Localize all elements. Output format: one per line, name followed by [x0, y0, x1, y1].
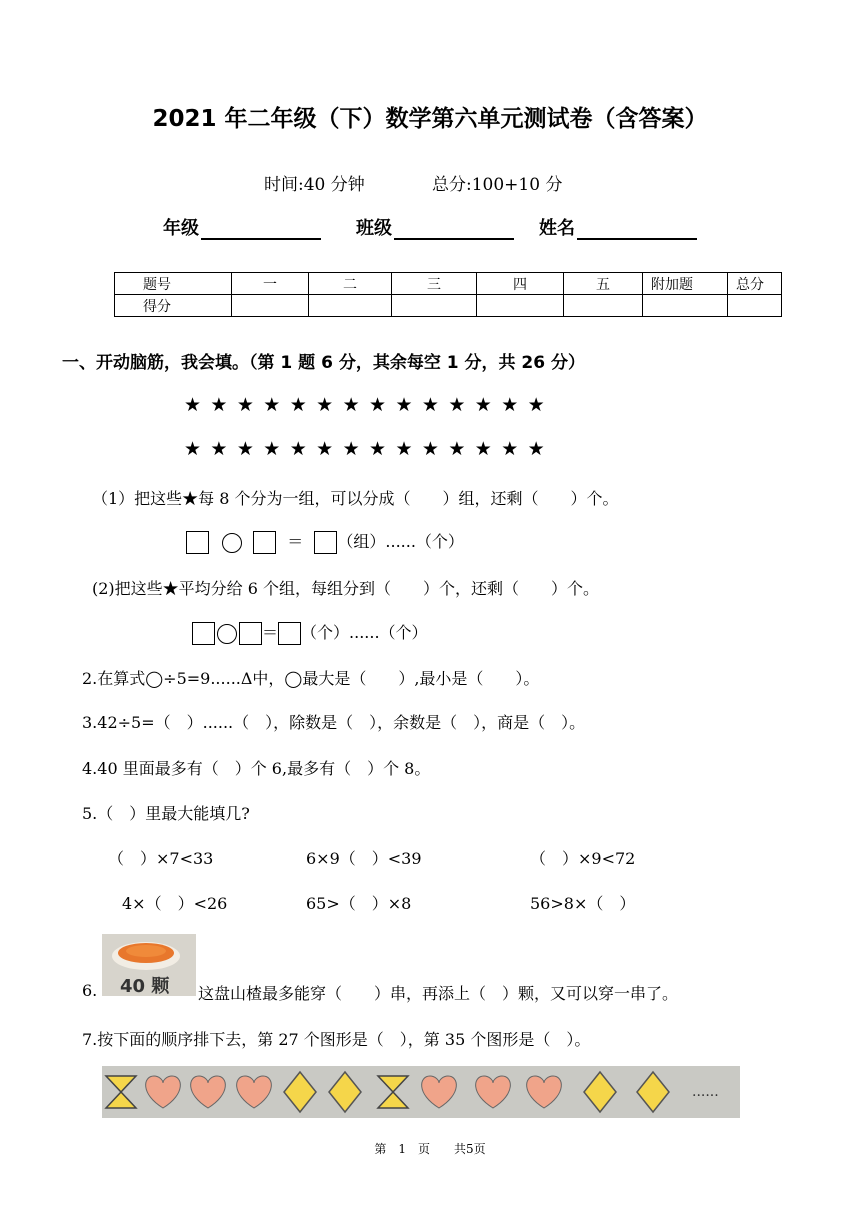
- answer-box[interactable]: [186, 531, 209, 554]
- score-table-score-row: [115, 295, 782, 317]
- stars-row-2: ★★★★★★★★★★★★★★: [184, 438, 555, 460]
- score-table: [114, 272, 782, 317]
- header-cell: 总分: [728, 273, 782, 295]
- header-cell: 二: [309, 273, 392, 295]
- score-cell[interactable]: [232, 295, 309, 317]
- answer-box[interactable]: [239, 622, 262, 645]
- diamond-icon: [584, 1072, 616, 1112]
- question-3: 3.42÷5=（ ）......（ ），除数是（ ），余数是（ ），商是（ ）。: [82, 713, 586, 732]
- answer-box[interactable]: [314, 531, 337, 554]
- header-cell: 四: [477, 273, 564, 295]
- name-label: 姓名: [539, 218, 575, 239]
- diamond-icon: [329, 1072, 361, 1112]
- section-heading: 一、开动脑筋，我会填。（第 1 题 6 分，其余每空 1 分，共 26 分）: [62, 353, 585, 373]
- question-4: 4.40 里面最多有（ ）个 6,最多有（ ）个 8。: [82, 759, 431, 778]
- q5-item: 6×9（ ）<39: [306, 849, 422, 868]
- question-6: 这盘山楂最多能穿（ ）串，再添上（ ）颗，又可以穿一串了。: [198, 984, 679, 1003]
- header-cell: 五: [564, 273, 643, 295]
- equation-1: [186, 529, 464, 554]
- page-title: 2021 年二年级（下）数学第六单元测试卷（含答案）: [152, 106, 708, 132]
- hourglass-icon: [106, 1076, 136, 1108]
- hawthorn-count-label: 40 颗: [120, 976, 170, 997]
- operator-circle[interactable]: [222, 533, 242, 553]
- header-cell: 一: [232, 273, 309, 295]
- exam-total: 总分:100+10 分: [432, 175, 563, 195]
- stars-row-1: ★★★★★★★★★★★★★★: [184, 394, 555, 416]
- equals-sign: ＝: [262, 623, 279, 642]
- grade-field: [163, 214, 321, 240]
- answer-box[interactable]: [253, 531, 276, 554]
- score-cell[interactable]: [477, 295, 564, 317]
- score-cell[interactable]: [643, 295, 728, 317]
- answer-box[interactable]: [192, 622, 215, 645]
- shape-sequence-image: [102, 1066, 740, 1118]
- equation-tail: （个）......（个）: [301, 623, 428, 642]
- score-table-header-row: [115, 273, 782, 295]
- q5-item: 56>8×（ ）: [530, 894, 636, 913]
- diamond-icon: [284, 1072, 316, 1112]
- score-cell[interactable]: [392, 295, 477, 317]
- heart-icon: [422, 1076, 457, 1108]
- question-7: 7.按下面的顺序排下去，第 27 个图形是（ ），第 35 个图形是（ ）。: [82, 1030, 591, 1049]
- diamond-icon: [637, 1072, 669, 1112]
- answer-box[interactable]: [278, 622, 301, 645]
- q5-item: （ ）×9<72: [530, 849, 636, 868]
- q5-item: 4×（ ）<26: [122, 894, 228, 913]
- row-label: 得分: [115, 295, 232, 317]
- q5-item: 65>（ ）×8: [306, 894, 412, 913]
- heart-icon: [191, 1076, 226, 1108]
- class-label: 班级: [356, 218, 392, 239]
- grade-label: 年级: [163, 218, 199, 239]
- hawthorn-plate-image: [102, 934, 196, 996]
- score-cell[interactable]: [564, 295, 643, 317]
- score-cell[interactable]: [309, 295, 392, 317]
- q5-item: （ ）×7<33: [108, 849, 214, 868]
- grade-blank[interactable]: [201, 218, 321, 240]
- sequence-ellipsis: ......: [692, 1084, 719, 1100]
- question-5: 5.（ ）里最大能填几?: [82, 804, 250, 823]
- equals-sign: ＝: [287, 532, 304, 551]
- question-2: 2.在算式◯÷5=9......Δ中，◯最大是（ ）,最小是（ ）。: [82, 669, 540, 688]
- heart-icon: [476, 1076, 511, 1108]
- question-6-number: 6.: [82, 981, 98, 1000]
- header-cell: 附加题: [643, 273, 728, 295]
- page-footer: 第 1 页 共5页: [374, 1142, 486, 1156]
- heart-icon: [146, 1076, 181, 1108]
- exam-time: 时间:40 分钟: [264, 175, 365, 195]
- equation-tail: （组）......（个）: [337, 532, 464, 551]
- question-1-2: (2)把这些★平均分给 6 个组，每组分到（ ）个，还剩（ ）个。: [92, 579, 600, 598]
- name-blank[interactable]: [577, 218, 697, 240]
- header-cell: 三: [392, 273, 477, 295]
- shape-sequence: [102, 1066, 740, 1118]
- hourglass-icon: [378, 1076, 408, 1108]
- class-blank[interactable]: [394, 218, 514, 240]
- question-1-1: （1）把这些★每 8 个分为一组，可以分成（ ）组，还剩（ ）个。: [92, 489, 619, 508]
- class-field: [356, 214, 514, 240]
- operator-circle[interactable]: [217, 624, 237, 644]
- heart-icon: [237, 1076, 272, 1108]
- equation-2: [192, 620, 428, 645]
- name-field: [539, 214, 697, 240]
- score-cell[interactable]: [728, 295, 782, 317]
- heart-icon: [527, 1076, 562, 1108]
- header-cell: 题号: [115, 273, 232, 295]
